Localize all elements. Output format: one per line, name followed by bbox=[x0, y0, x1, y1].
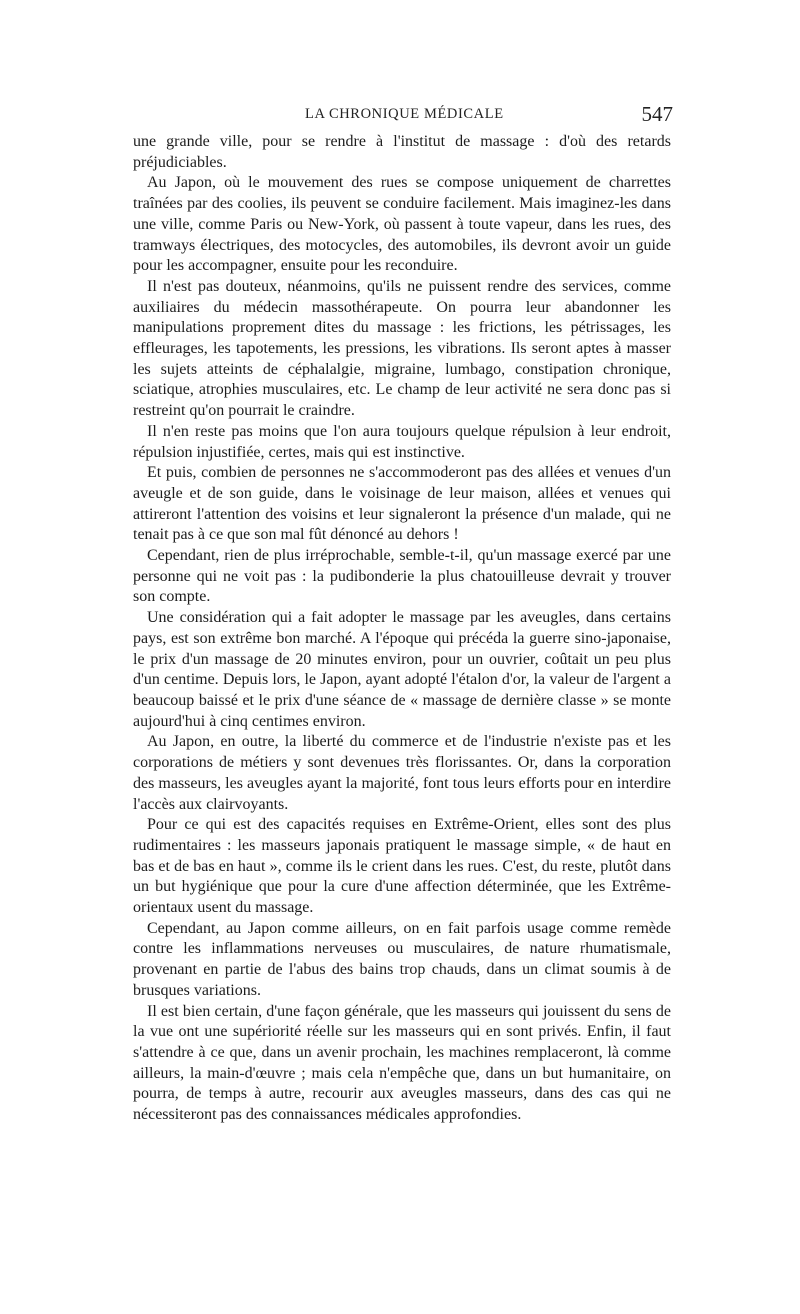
paragraph: Il est bien certain, d'une façon générale, que les masseurs qui jouissent du sens de la vue ont une supériorité réelle sur les masseurs qui en sont privés. Enfin, il faut s'attendre à ce que, dans un avenir prochain, les machines remplaceront, là comme ailleurs, la main-d'œuvre ; mais cela n'empêche que, dans un but humanitaire, on pourra, de temps à autre, recourir aux aveugles masseurs, dans des cas qui ne nécessiteront pas des connaissances médicales approfondies. bbox=[133, 1002, 671, 1124]
paragraph: Une considération qui a fait adopter le massage par les aveugles, dans certains pays, est son extrême bon marché. A l'époque qui précéda la guerre sino-japonaise, le prix d'un massage de 20 minutes environ, pour un ouvrier, coûtait un peu plus d'un centime. Depuis lors, le Japon, ayant adopté l'étalon d'or, la valeur de l'argent a beaucoup baissé et le prix d'une séance de « massage de dernière classe » se monte aujourd'hui à cinq centimes environ. bbox=[133, 609, 671, 730]
paragraph: Cependant, au Japon comme ailleurs, on en fait parfois usage comme remède contre les inflammations nerveuses ou musculaires, de nature rhumatismale, provenant en partie de l'abus des bains trop chauds, dans un climat soumis à de brusques variations. bbox=[133, 919, 671, 999]
paragraph: Il n'en reste pas moins que l'on aura toujours quelque répulsion à leur endroit, répulsion injustifiée, certes, mais qui est instinctive. bbox=[133, 422, 671, 461]
article-body bbox=[133, 132, 671, 1126]
page-number: 547 bbox=[641, 102, 673, 126]
paragraph: Et puis, combien de personnes ne s'accommoderont pas des allées et venues d'un aveugle et de son guide, dans le voisinage de leur maison, allées et venues qui attireront l'attention des voisins et leur signaleront la présence d'un malade, qui ne tenait pas à ce que son mal fût dénoncé au dehors ! bbox=[133, 464, 671, 544]
running-title: LA CHRONIQUE MÉDICALE bbox=[305, 106, 504, 122]
paragraph: Cependant, rien de plus irréprochable, semble-t-il, qu'un massage exercé par une personne qui ne voit pas : la pudibonderie la plus chatouilleuse devrait y trouver son compte. bbox=[133, 547, 671, 606]
paragraph: une grande ville, pour se rendre à l'institut de massage : d'où des retards préjudiciables. bbox=[133, 133, 671, 171]
paragraph: Pour ce qui est des capacités requises en Extrême-Orient, elles sont des plus rudimentaires : les masseurs japonais pratiquent le massage simple, « de haut en bas et de bas en haut », comme ils le crient dans les rues. C'est, du reste, plutôt dans un but hygiénique que pour la cure d'une affection déterminée, que les Extrême-orientaux usent du massage. bbox=[133, 816, 671, 917]
paragraph: Au Japon, où le mouvement des rues se compose uniquement de charrettes traînées par des coolies, ils peuvent se conduire facilement. Mais imaginez-les dans une ville, comme Paris ou New-York, où passent à toute vapeur, dans les rues, des tramways électriques, des motocycles, des automobiles, ils devront avoir un guide pour les accompagner, ensuite pour les reconduire. bbox=[133, 174, 671, 275]
paragraph: Au Japon, en outre, la liberté du commerce et de l'industrie n'existe pas et les corporations de métiers y sont devenues très florissantes. Or, dans la corporation des masseurs, les aveugles ayant la majorité, font tous leurs efforts pour en interdire l'accès aux clairvoyants. bbox=[133, 733, 671, 813]
running-header bbox=[133, 102, 673, 132]
paragraph: Il n'est pas douteux, néanmoins, qu'ils ne puissent rendre des services, comme auxiliaires du médecin massothérapeute. On pourra leur abandonner les manipulations proprement dites du massage : les frictions, les pétrissages, les effleurages, les tapotements, les pressions, les vibrations. Ils seront aptes à masser les sujets atteints de céphalalgie, migraine, lumbago, constipation chronique, sciatique, atrophies musculaires, etc. Le champ de leur activité ne sera donc pas si restreint qu'on pourrait le craindre. bbox=[133, 277, 671, 420]
